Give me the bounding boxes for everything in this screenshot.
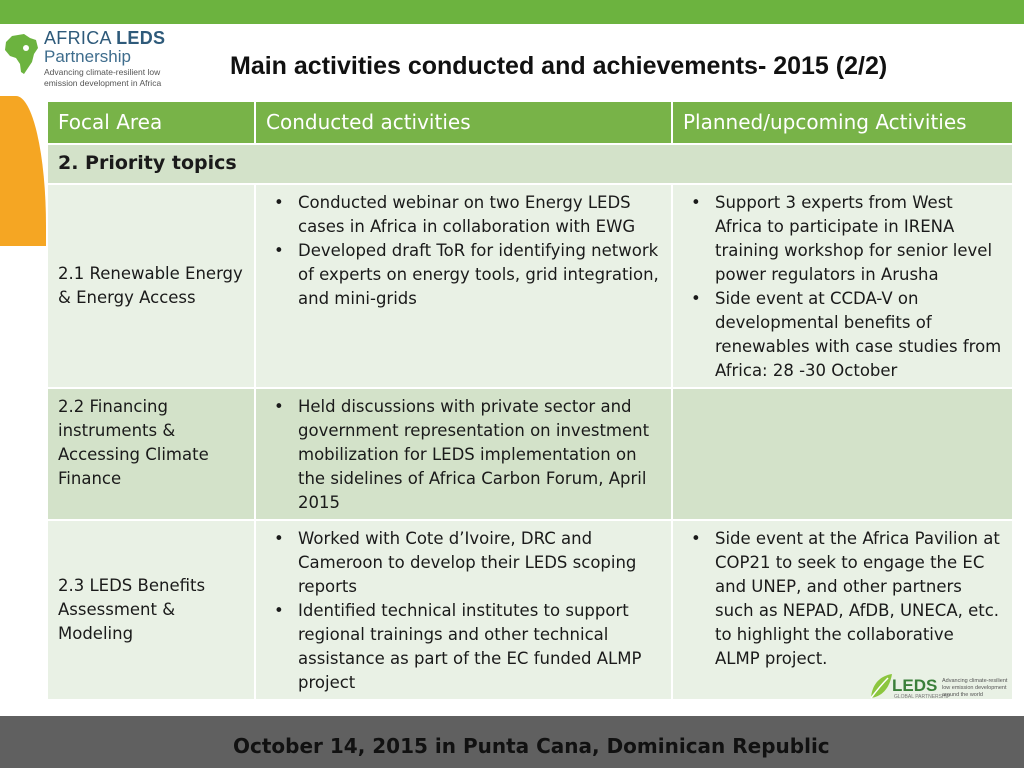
top-accent-bar — [0, 0, 1024, 24]
conducted-cell — [255, 520, 672, 700]
planned-item: • Support 3 experts from West Africa to participate in IRENA training workshop for senior level power regulators in Arusha — [683, 191, 1002, 287]
planned-cell — [672, 184, 1013, 388]
header-conducted-activities: Conducted activities — [255, 101, 672, 144]
planned-cell-empty — [672, 388, 1013, 520]
conducted-item: • Developed draft ToR for identifying network of experts on energy tools, grid integration, and mini-grids — [266, 239, 661, 311]
leds-logo-subtitle: GLOBAL PARTNERSHIP — [894, 694, 951, 700]
section-row — [47, 144, 1013, 184]
leds-logo-word: LEDS — [892, 676, 938, 695]
planned-item: • Side event at CCDA-V on developmental benefits of renewables with case studies from Africa: 28 -30 October — [683, 287, 1002, 383]
page-title: Main activities conducted and achievements- 2015 (2/2) — [230, 52, 888, 80]
header-planned-activities: Planned/upcoming Activities — [672, 101, 1013, 144]
conducted-item: • Identified technical institutes to support regional trainings and other technical assistance as part of the EC funded ALMP project — [266, 599, 661, 695]
section-title: 2. Priority topics — [47, 144, 1013, 184]
header-focal-area: Focal Area — [47, 101, 255, 144]
leaf-icon — [868, 672, 894, 702]
conducted-item: • Held discussions with private sector and government representation on investment mobilization for LEDS implementation on the sidelines of Africa Carbon Forum, April 2015 — [266, 395, 661, 515]
focal-area-cell: 2.2 Financing instruments & Accessing Climate Finance — [47, 388, 255, 520]
logo-brand-partnership: Partnership — [44, 47, 131, 66]
footer-text: October 14, 2015 in Punta Cana, Dominican Republic — [233, 734, 830, 758]
logo-brand-leds: LEDS — [116, 28, 166, 48]
planned-item: • Side event at the Africa Pavilion at COP21 to seek to engage the EC and UNEP, and other partners such as NEPAD, AfDB, UNECA, etc. to highlight the collaborative ALMP project. — [683, 527, 1002, 671]
focal-area-cell: 2.1 Renewable Energy & Energy Access — [47, 184, 255, 388]
conducted-cell — [255, 184, 672, 388]
leds-logo-tagline: Advancing climate-resilient low emission development around the world — [942, 678, 1008, 698]
table-row — [47, 388, 1013, 520]
africa-map-icon — [2, 32, 42, 76]
conducted-item: • Worked with Cote d’Ivoire, DRC and Cameroon to develop their LEDS scoping reports — [266, 527, 661, 599]
table-row — [47, 184, 1013, 388]
logo-brand-africa: AFRICA — [44, 28, 111, 48]
logo-tagline: Advancing climate-resilient low emission development in Africa — [44, 67, 162, 88]
conducted-cell — [255, 388, 672, 520]
africa-leds-logo — [0, 28, 180, 90]
orange-decoration — [0, 96, 46, 246]
focal-area-cell: 2.3 LEDS Benefits Assessment & Modeling — [47, 520, 255, 700]
leds-global-logo — [866, 668, 1016, 708]
activities-table — [46, 100, 1014, 701]
conducted-item: • Conducted webinar on two Energy LEDS cases in Africa in collaboration with EWG — [266, 191, 661, 239]
logo-brand-line — [44, 28, 165, 49]
table-header-row — [47, 101, 1013, 144]
